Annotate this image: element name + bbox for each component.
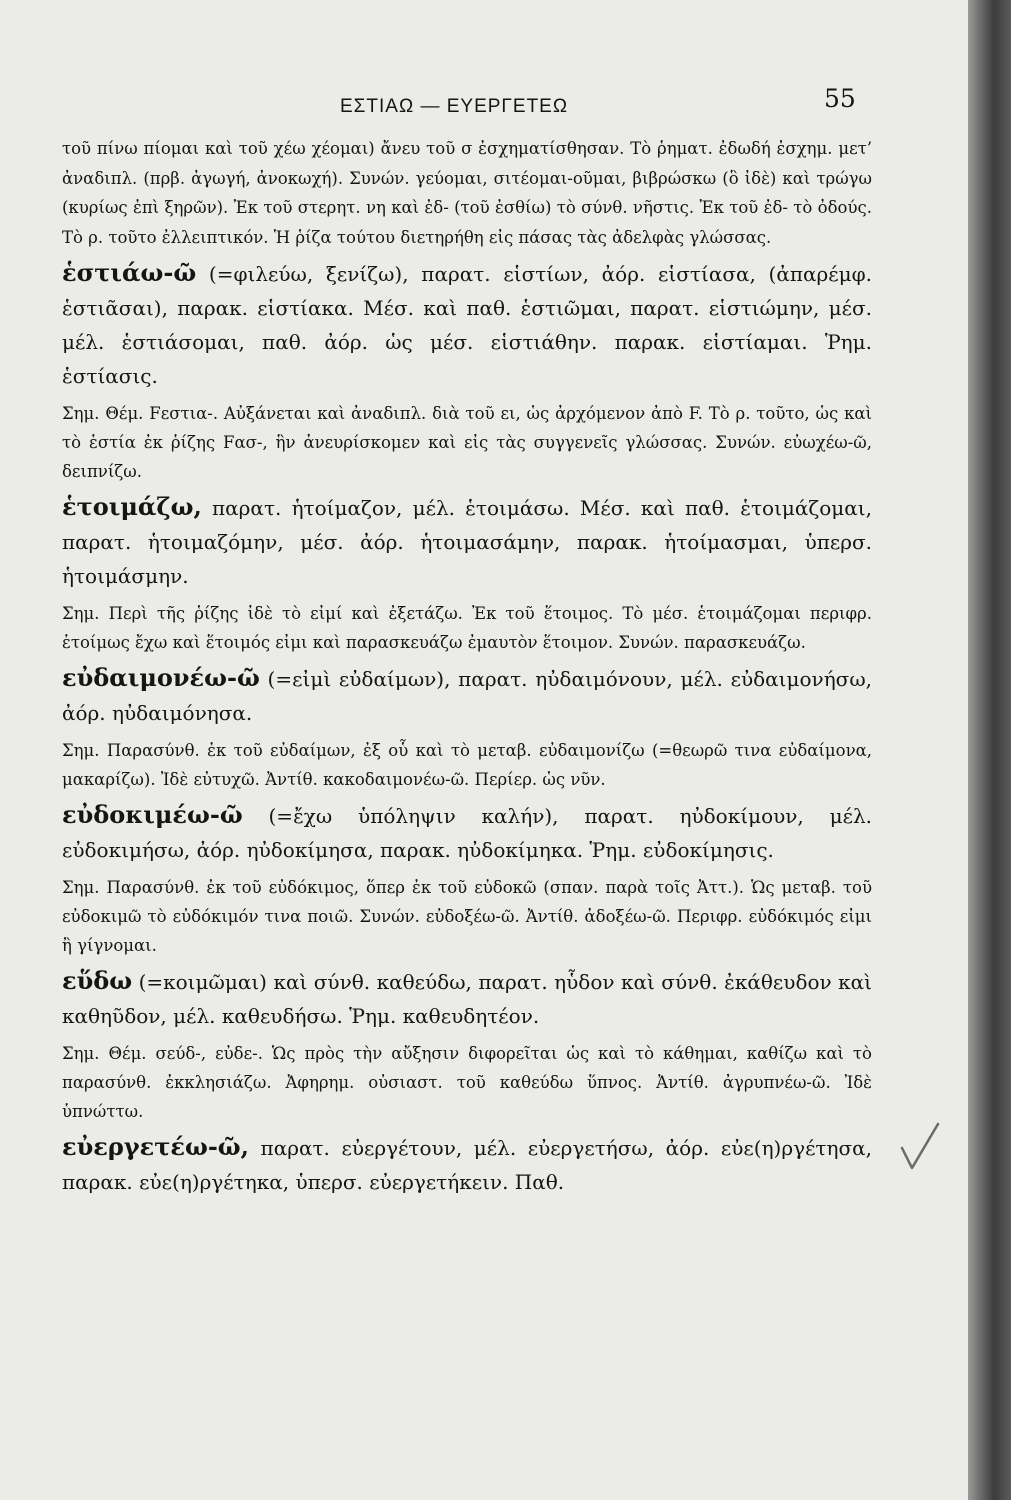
entry-note: Σημ. Παρασύνθ. ἐκ τοῦ εὐδόκιμος, ὅπερ ἐκ τοῦ εὐδοκῶ (σπαν. παρὰ τοῖς Ἀττ.). Ὡς μεταβ. τοῦ εὐδοκιμῶ τὸ εὐδόκιμόν τινα ποιῶ. Συνών. εὐδοξέω-ῶ. Ἀντίθ. ἀδοξέω-ῶ. Περιφρ. εὐδόκιμός εἰμι ἢ γίγνομαι. xyxy=(62,878,872,955)
entry-headword: εὐεργετέω-ῶ, xyxy=(62,1132,249,1161)
page-body xyxy=(62,134,872,1199)
intro-paragraph: τοῦ πίνω πίομαι καὶ τοῦ χέω χέομαι) ἄνευ τοῦ σ ἐσχηματίσθησαν. Τὸ ῥηματ. ἐδωδή ἐσχημ. μετ’ ἀναδιπλ. (πρβ. ἀγωγή, ἀνοκωχή). Συνών. γεύομαι, σιτέομαι-οῦμαι, βιβρώσκω (ὃ ἰδὲ) καὶ τρώγω (κυρίως ἐπὶ ξηρῶν). Ἐκ τοῦ στερητ. νη καὶ ἐδ- (τοῦ ἐσθίω) τὸ σύνθ. νῆστις. Ἐκ τοῦ ἐδ- τὸ ὀδούς. Τὸ ρ. τοῦτο ἐλλειπτικόν. Ἡ ῥίζα τούτου διετηρήθη εἰς πάσας τὰς ἀδελφὰς γλώσσας. xyxy=(62,139,872,247)
entry-eudo xyxy=(62,964,872,1033)
entry-headword: εὕδω xyxy=(62,966,133,995)
entry-headword: εὐδοκιμέω-ῶ xyxy=(62,800,243,829)
entry-body: (=ἔχω ὑπόληψιν καλήν), παρατ. ηὐδοκίμουν, μέλ. εὐδοκιμήσω, ἀόρ. ηὐδοκίμησα, παρακ. ηὐδοκίμηκα. Ῥημ. εὐδοκίμησις. xyxy=(62,804,872,862)
pencil-checkmark-icon xyxy=(898,1118,942,1174)
entry-eudokimeo xyxy=(62,798,872,867)
entry-body: (=φιλεύω, ξενίζω), παρατ. εἱστίων, ἀόρ. εἱστίασα, (ἀπαρέμφ. ἑστιᾶσαι), παρακ. εἱστίακα. Μέσ. καὶ παθ. ἑστιῶμαι, παρατ. εἱστιώμην, μέσ. μέλ. ἑστιάσομαι, παθ. ἀόρ. ὡς μέσ. εἱστιάθην. παρακ. εἱστίαμαι. Ῥημ. ἑστίασις. xyxy=(62,262,872,388)
page-edge-shadow xyxy=(968,0,1011,1500)
entry-note: Σημ. Περὶ τῆς ῥίζης ἰδὲ τὸ εἰμί καὶ ἐξετάζω. Ἐκ τοῦ ἕτοιμος. Τὸ μέσ. ἑτοιμάζομαι περιφρ. ἑτοίμως ἔχω καὶ ἕτοιμός εἰμι καὶ παρασκευάζω ἐμαυτὸν ἕτοιμον. Συνών. παρασκευάζω. xyxy=(62,604,872,652)
entry-etoimazo xyxy=(62,490,872,593)
entry-body: παρατ. ἡτοίμαζον, μέλ. ἑτοιμάσω. Μέσ. καὶ παθ. ἑτοιμάζομαι, παρατ. ἡτοιμαζόμην, μέσ. ἀόρ. ἡτοιμασάμην, παρακ. ἡτοίμασμαι, ὑπερσ. ἡτοιμάσμην. xyxy=(62,496,872,588)
entry-euergeteo xyxy=(62,1130,872,1199)
entry-headword: ἑτοιμάζω, xyxy=(62,492,202,521)
entry-body: παρατ. εὐεργέτουν, μέλ. εὐεργετήσω, ἀόρ. εὐε(η)ργέτησα, παρακ. εὐε(η)ργέτηκα, ὑπερσ. εὐεργετήκειν. Παθ. xyxy=(62,1136,872,1194)
page-number: 55 xyxy=(824,84,856,113)
entry-note: Σημ. Θέμ. Fεστια-. Αὐξάνεται καὶ ἀναδιπλ. διὰ τοῦ ει, ὡς ἀρχόμενον ἀπὸ F. Τὸ ρ. τοῦτο, ὡς καὶ τὸ ἑστία ἐκ ῥίζης Fασ-, ἣν ἀνευρίσκομεν καὶ εἰς τὰς συγγενεῖς γλώσσας. Συνών. εὐωχέω-ῶ, δειπνίζω. xyxy=(62,404,872,481)
entry-headword: εὐδαιμονέω-ῶ xyxy=(62,663,260,692)
entry-eudaimoneo xyxy=(62,661,872,730)
entry-body: (=εἰμὶ εὐδαίμων), παρατ. ηὐδαιμόνουν, μέλ. εὐδαιμονήσω, ἀόρ. ηὐδαιμόνησα. xyxy=(62,667,872,725)
entry-body: (=κοιμῶμαι) καὶ σύνθ. καθεύδω, παρατ. ηὗδον καὶ σύνθ. ἐκάθευδον καὶ καθηῦδον, μέλ. καθευδήσω. Ῥημ. καθευδητέον. xyxy=(62,970,872,1028)
entry-estiao xyxy=(62,256,872,393)
entry-note: Σημ. Παρασύνθ. ἐκ τοῦ εὐδαίμων, ἐξ οὗ καὶ τὸ μεταβ. εὐδαιμονίζω (=θεωρῶ τινα εὐδαίμονα, μακαρίζω). Ἰδὲ εὐτυχῶ. Ἀντίθ. κακοδαιμονέω-ῶ. Περίερ. ὡς νῦν. xyxy=(62,741,872,789)
entry-headword: ἑστιάω-ῶ xyxy=(62,258,197,287)
entry-note: Σημ. Θέμ. σεύδ-, εὐδε-. Ὡς πρὸς τὴν αὔξησιν διφορεῖται ὡς καὶ τὸ κάθημαι, καθίζω καὶ τὸ παρασύνθ. ἐκκλησιάζω. Ἀφηρημ. οὐσιαστ. τοῦ καθεύδω ὕπνος. Ἀντίθ. ἀγρυπνέω-ῶ. Ἰδὲ ὑπνώττω. xyxy=(62,1044,872,1121)
running-head: ΕΣΤΙΑΩ — ΕΥΕΡΓΕΤΕΩ xyxy=(340,96,569,117)
